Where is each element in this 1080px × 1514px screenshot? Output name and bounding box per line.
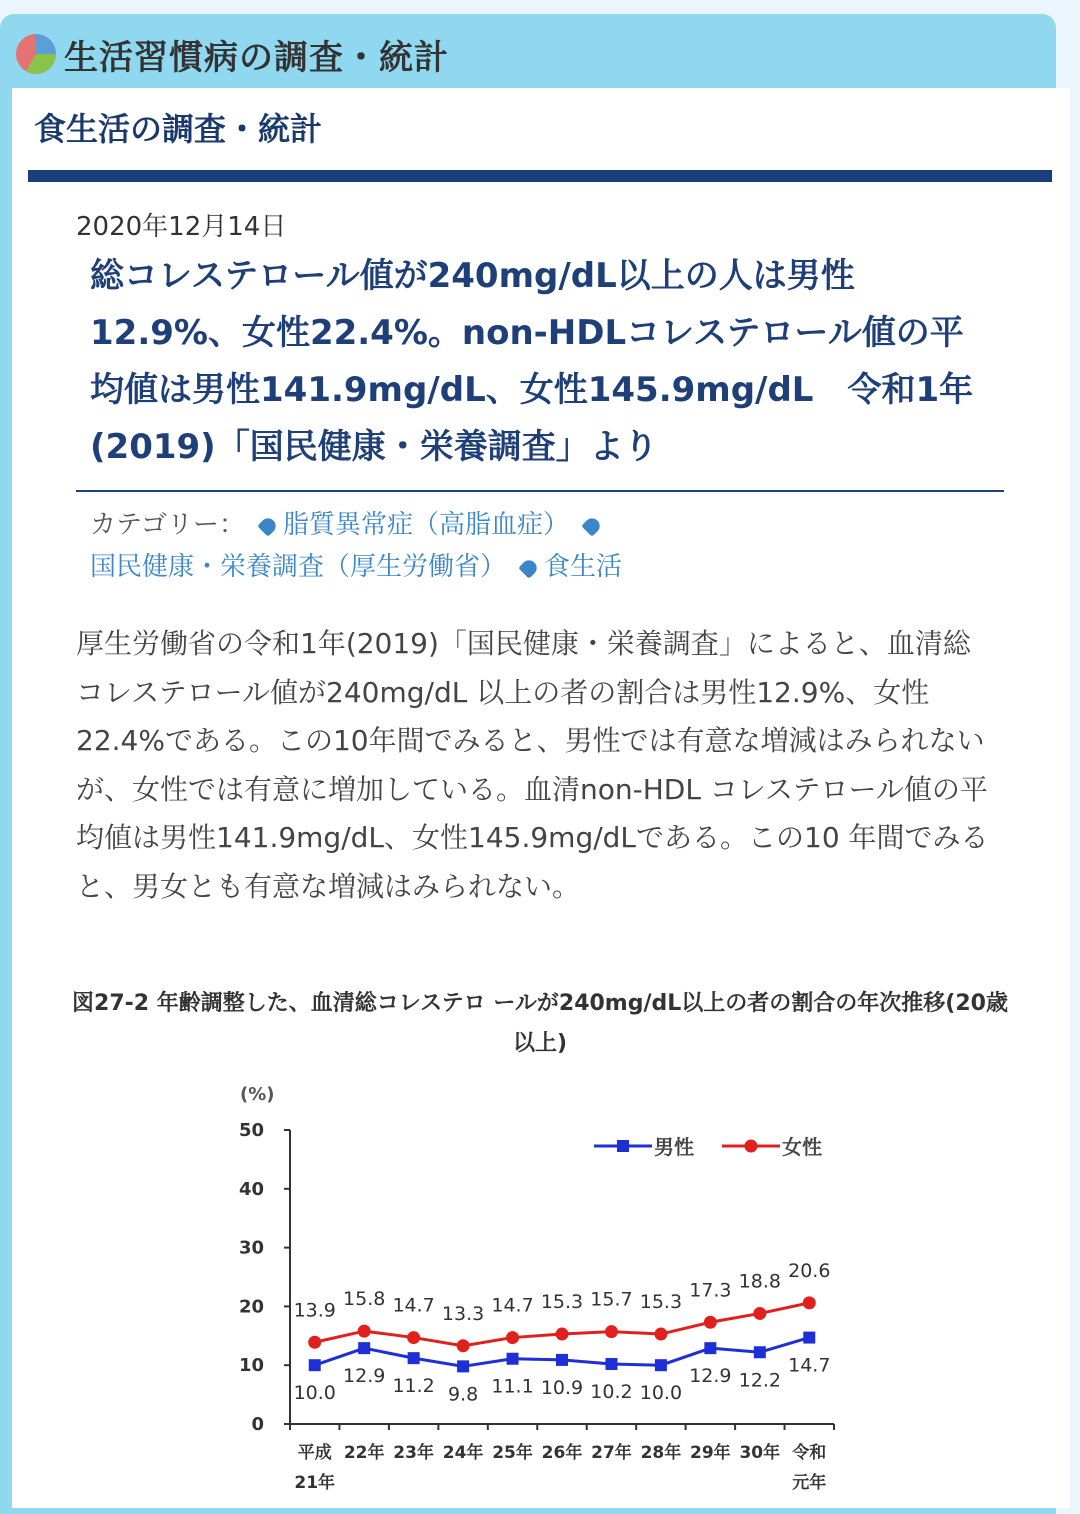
y-tick-label: 50: [238, 1120, 264, 1141]
categories-label: カテゴリー：: [90, 510, 245, 540]
legend-label: 女性: [782, 1135, 822, 1159]
data-point: [309, 1359, 321, 1371]
data-point: [605, 1325, 618, 1338]
category-link-diet[interactable]: 食生活: [544, 552, 623, 582]
data-label: 10.0: [293, 1382, 336, 1405]
data-point: [704, 1316, 717, 1329]
data-point: [358, 1325, 371, 1338]
x-tick-label: 平成: [297, 1443, 332, 1463]
data-point: [507, 1353, 519, 1365]
data-label: 14.7: [392, 1294, 435, 1317]
data-label: 12.9: [689, 1365, 732, 1388]
section-title[interactable]: 食生活の調査・統計: [34, 110, 323, 148]
data-point: [407, 1331, 420, 1344]
data-label: 17.3: [689, 1279, 732, 1302]
data-label: 15.3: [540, 1291, 584, 1314]
tag-icon: [581, 515, 603, 537]
x-tick-label: 29年: [690, 1443, 731, 1463]
x-tick-label: 26年: [541, 1443, 583, 1463]
x-tick-label: 23年: [393, 1443, 434, 1463]
y-tick-label: 20: [238, 1296, 264, 1318]
chart-title: 図27-2 年齢調整した、血清総コレステロ ールが240mg/dL以上の者の割合の年次推移(20歳以上): [72, 991, 1008, 1056]
category-list: [90, 504, 1010, 588]
data-label: 13.9: [293, 1299, 336, 1322]
data-label: 14.7: [788, 1354, 831, 1377]
x-tick-label: 21年: [294, 1473, 336, 1493]
data-point: [754, 1346, 766, 1358]
data-label: 15.7: [590, 1288, 633, 1311]
data-point: [408, 1352, 420, 1364]
data-label: 10.2: [590, 1381, 633, 1404]
y-tick-label: 40: [238, 1178, 264, 1200]
data-point: [654, 1328, 667, 1341]
category-link-national-survey[interactable]: 国民健康・栄養調査（厚生労働省）: [90, 552, 507, 582]
y-tick-label: 0: [251, 1414, 264, 1435]
data-point: [308, 1336, 321, 1349]
y-tick-label: 30: [238, 1237, 264, 1259]
tag-icon: [518, 557, 540, 579]
tag-icon: [257, 515, 279, 537]
data-label: 20.6: [788, 1259, 831, 1282]
data-label: 10.9: [540, 1376, 584, 1399]
data-label: 9.8: [447, 1383, 479, 1406]
data-point: [556, 1354, 568, 1366]
x-tick-label: 25年: [492, 1443, 533, 1463]
x-tick-label: 22年: [343, 1443, 385, 1463]
article-headline[interactable]: 総コレステロール値が240mg/dL以上の人は男性12.9%、女性22.4%。non-HDLコレステロール値の平均値は男性141.9mg/dL、女性145.9mg/dL 令和1年(2019)「国民健康・栄養調査」より: [90, 256, 974, 467]
y-tick-label: 10: [238, 1355, 264, 1377]
data-point: [556, 1328, 569, 1341]
data-label: 11.2: [392, 1375, 435, 1398]
data-label: 14.7: [491, 1294, 534, 1317]
data-point: [753, 1307, 766, 1320]
data-point: [803, 1296, 816, 1309]
x-tick-label: 元年: [792, 1473, 827, 1493]
data-label: 12.2: [738, 1369, 781, 1392]
category-link-dyslipidemia[interactable]: 脂質異常症（高脂血症）: [282, 510, 569, 540]
data-label: 13.3: [441, 1302, 485, 1325]
legend-marker: [617, 1140, 629, 1152]
site-header: [14, 28, 449, 80]
section-divider-bar: [28, 170, 1052, 182]
data-point: [704, 1342, 716, 1354]
line-chart: [0, 1070, 1080, 1500]
data-point: [358, 1342, 370, 1354]
data-label: 15.8: [343, 1288, 386, 1311]
headline-divider: [76, 490, 1004, 492]
data-label: 18.8: [738, 1270, 781, 1293]
legend-marker: [745, 1140, 758, 1153]
data-point: [655, 1359, 667, 1371]
data-label: 11.1: [491, 1375, 534, 1398]
article-body: 厚生労働省の令和1年(2019)「国民健康・栄養調査」によると、血清総コレステロール値が240mg/dL 以上の者の割合は男性12.9%、女性22.4%である。この10年間でみると、男性では有意な増減はみられないが、女性では有意に増加している。血清non-HDL コレステロール値の平均値は男性141.9mg/dL、女性145.9mg/dLである。この10 年間でみると、男女とも有意な増減はみられない。: [76, 627, 989, 903]
x-tick-label: 28年: [640, 1443, 682, 1463]
data-label: 10.0: [639, 1382, 683, 1405]
data-point: [605, 1358, 617, 1370]
data-label: 15.3: [639, 1291, 683, 1314]
x-tick-label: 令和: [792, 1443, 827, 1463]
site-title: 生活習慣病の調査・統計: [64, 37, 449, 78]
y-axis-label: (%): [240, 1084, 275, 1105]
x-tick-label: 24年: [442, 1443, 484, 1463]
data-point: [457, 1360, 469, 1372]
x-tick-label: 30年: [739, 1443, 781, 1463]
legend-label: 男性: [654, 1135, 694, 1159]
pie-chart-icon: [14, 32, 58, 76]
data-label: 12.9: [343, 1365, 386, 1388]
data-point: [457, 1339, 470, 1352]
data-point: [803, 1332, 815, 1344]
x-tick-label: 27年: [591, 1443, 632, 1463]
data-point: [506, 1331, 519, 1344]
article-date: 2020年12月14日: [76, 212, 287, 242]
